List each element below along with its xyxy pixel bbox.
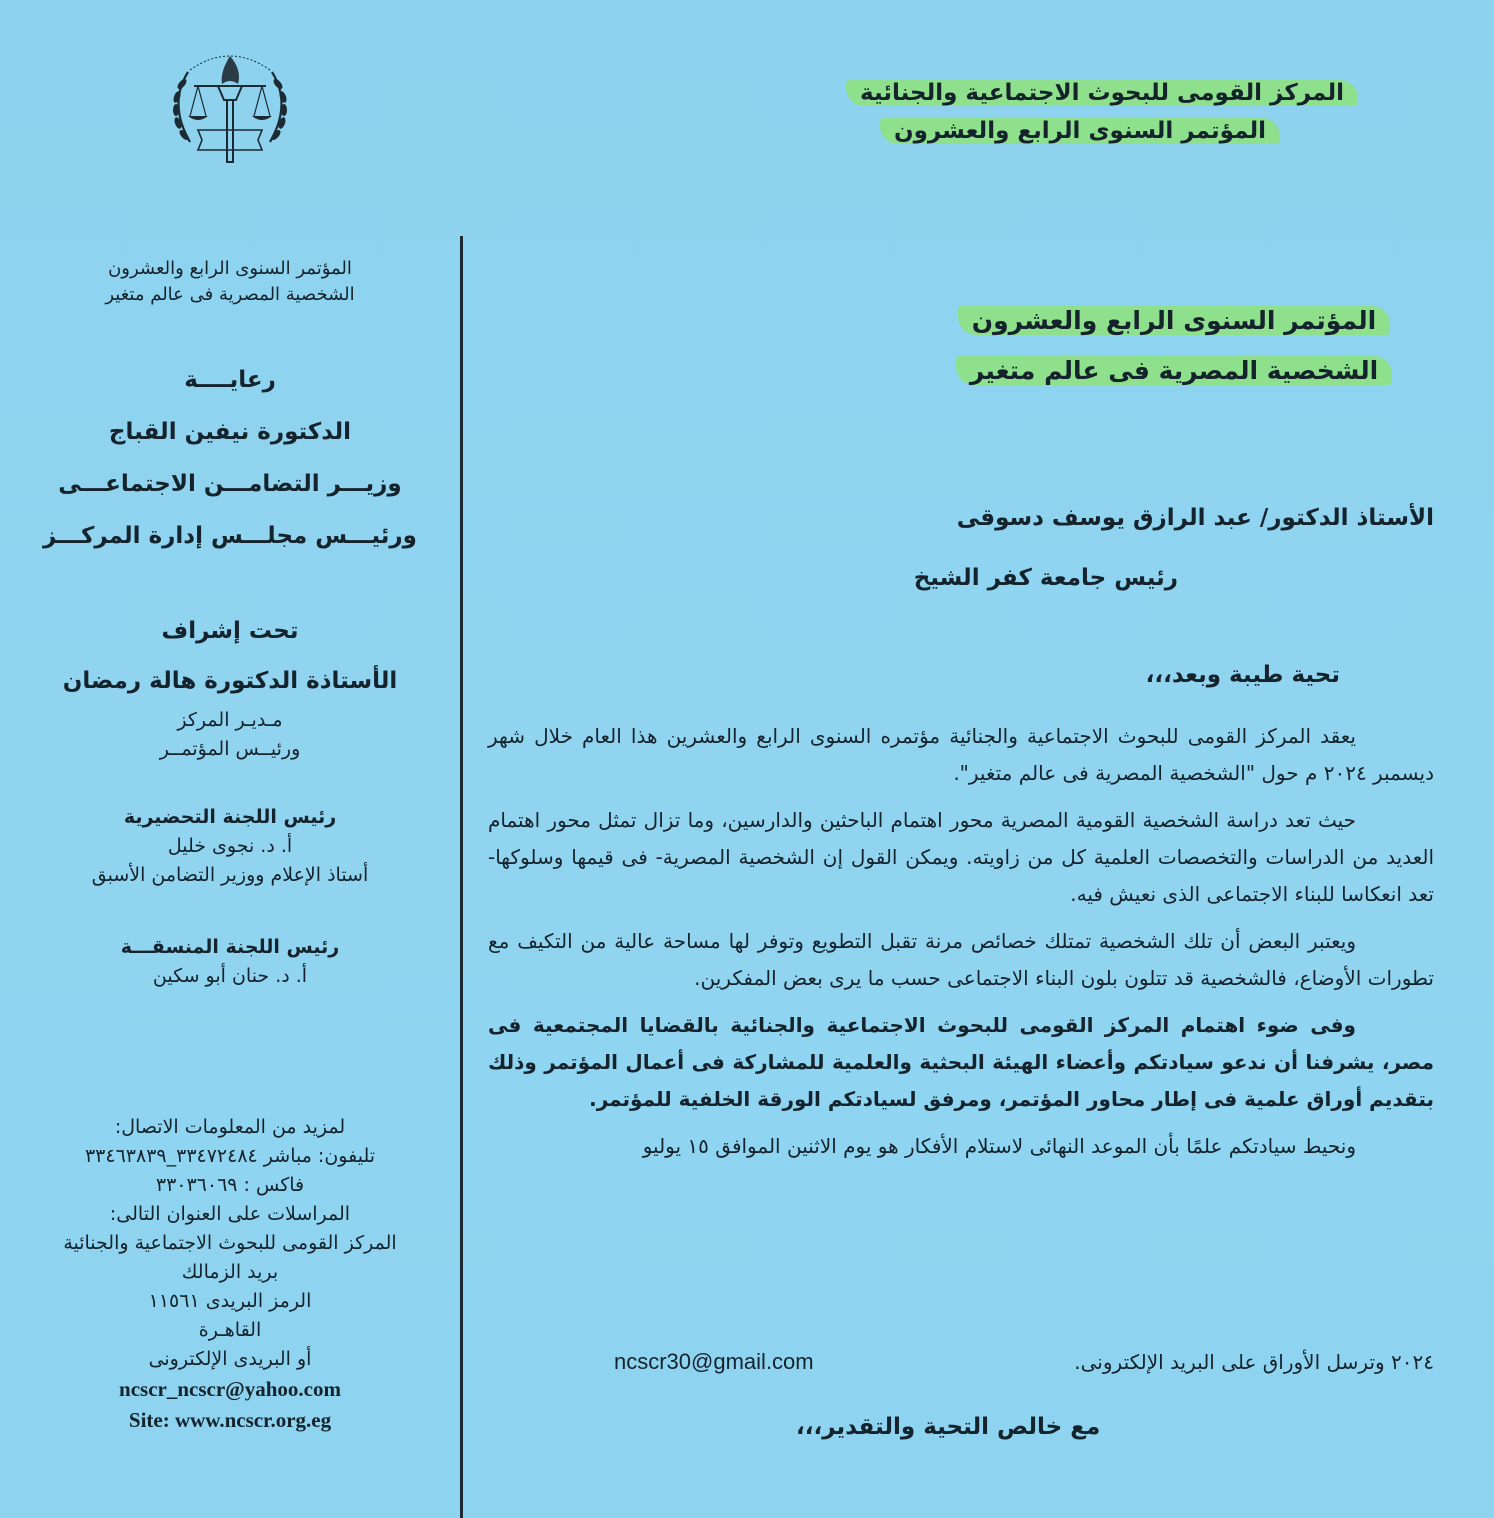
mail-po: بريد الزمالك xyxy=(181,1261,279,1283)
greeting: تحية طيبة وبعد،،، xyxy=(1145,662,1340,688)
patron-name: الدكتورة نيفين القباج xyxy=(108,419,352,445)
paragraph-1: يعقد المركز القومى للبحوث الاجتماعية والجنائية مؤتمره السنوى الرابع والعشرين هذا العام خلال شهر ديسمبر ٢٠٢٤ م حول "الشخصية المصرية فى عالم متغير". xyxy=(488,724,1434,785)
prep-committee-name: أ. د. نجوى خليل xyxy=(167,835,293,857)
prep-committee-label: رئيس اللجنة التحضيرية xyxy=(123,806,337,828)
letter-body xyxy=(488,718,1434,1165)
main-conf-theme: الشخصية المصرية فى عالم متغير xyxy=(956,356,1392,385)
website-link[interactable]: Site: www.ncscr.org.eg xyxy=(128,1408,332,1432)
submission-text: ٢٠٢٤ وترسل الأوراق على البريد الإلكترونى. xyxy=(1074,1350,1434,1374)
patron-title-2: ورئيـــس مجلـــس إدارة المركـــز xyxy=(43,523,417,549)
supervisor-title-1: مـديـر المركز xyxy=(177,709,283,731)
sidebar-conf-theme: الشخصية المصرية فى عالم متغير xyxy=(105,284,355,305)
org-name: المركز القومى للبحوث الاجتماعية والجنائية xyxy=(846,80,1358,106)
addressee-name: الأستاذ الدكتور/ عبد الرازق يوسف دسوقى xyxy=(956,505,1434,531)
sidebar-conf-title: المؤتمر السنوى الرابع والعشرون xyxy=(108,258,352,279)
postal-code: الرمز البريدى ١١٥٦١ xyxy=(148,1290,312,1312)
submission-line xyxy=(488,1344,1434,1380)
city: القاهـرة xyxy=(198,1319,262,1341)
phone-numbers: تليفون: مباشر ٣٣٤٧٢٤٨٤_٣٣٤٦٣٨٣٩ xyxy=(84,1145,376,1167)
conference-name: المؤتمر السنوى الرابع والعشرون xyxy=(880,118,1280,144)
paragraph-5: ونحيط سيادتكم علمًا بأن الموعد النهائى لاستلام الأفكار هو يوم الاثنين الموافق ١٥ يوليو xyxy=(642,1134,1356,1158)
ncscr-logo xyxy=(160,42,300,176)
mail-org: المركز القومى للبحوث الاجتماعية والجنائية xyxy=(63,1232,397,1254)
submission-email-link[interactable]: ncscr30@gmail.com xyxy=(614,1349,814,1374)
column-divider xyxy=(460,236,463,1518)
supervision-label: تحت إشراف xyxy=(161,618,299,644)
addressee-title: رئيس جامعة كفر الشيخ xyxy=(913,565,1178,591)
main-conf-title: المؤتمر السنوى الرابع والعشرون xyxy=(958,306,1390,335)
supervisor-name: الأستاذة الدكتورة هالة رمضان xyxy=(62,668,398,694)
prep-committee-title: أستاذ الإعلام ووزير التضامن الأسبق xyxy=(91,864,369,886)
paragraph-2: حيث تعد دراسة الشخصية القومية المصرية محور اهتمام الباحثين والدارسين، وما تزال تمثل محور اهتمام العديد من الدراسات والتخصصات العلمية كل من زاويته. ويمكن القول إن الشخصية المصرية- فى قيمها وسلوكها- تعد انعكاسا للبناء الاجتماعى الذى نعيش فيه. xyxy=(488,808,1434,906)
paragraph-3: ويعتبر البعض أن تلك الشخصية تمتلك خصائص مرنة تقبل التطويع وتوفر لها مساحة عالية من التكيف مع تطورات الأوضاع، فالشخصية قد تتلون بلون البناء الاجتماعى حسب ما يرى بعض المفكرين. xyxy=(488,929,1434,990)
supervisor-title-2: ورئيــس المؤتمــر xyxy=(159,738,301,760)
mail-intro: المراسلات على العنوان التالى: xyxy=(109,1203,351,1225)
email-intro: أو البريدى الإلكترونى xyxy=(148,1348,312,1370)
patronage-label: رعايــــة xyxy=(184,367,276,393)
sidebar xyxy=(20,256,440,1436)
patron-title-1: وزيـــر التضامـــن الاجتماعـــى xyxy=(58,471,402,497)
paragraph-4: وفى ضوء اهتمام المركز القومى للبحوث الاجتماعية والجنائية بالقضايا المجتمعية فى مصر، يشرفنا أن ندعو سيادتكم وأعضاء الهيئة البحثية والعلمية للمشاركة فى أعمال المؤتمر وذلك بتقديم أوراق علمية فى إطار محاور المؤتمر، ومرفق لسيادتكم الورقة الخلفية للمؤتمر. xyxy=(488,1013,1434,1111)
coord-committee-name: أ. د. حنان أبو سكين xyxy=(152,965,308,987)
main-content xyxy=(488,296,1434,396)
coord-committee-label: رئيس اللجنة المنسقـــة xyxy=(120,936,340,958)
letterhead xyxy=(838,74,1358,150)
closing: مع خالص التحية والتقدير،،، xyxy=(796,1414,1101,1440)
fax-number: فاكس : ٣٣٠٣٦٠٦٩ xyxy=(155,1174,305,1196)
contact-intro: لمزيد من المعلومات الاتصال: xyxy=(114,1116,346,1138)
torch-scales-emblem-icon xyxy=(160,42,300,176)
conference-heading xyxy=(914,296,1434,396)
addressee-block xyxy=(914,488,1434,608)
contact-email-link[interactable]: ncscr_ncscr@yahoo.com xyxy=(119,1377,341,1401)
